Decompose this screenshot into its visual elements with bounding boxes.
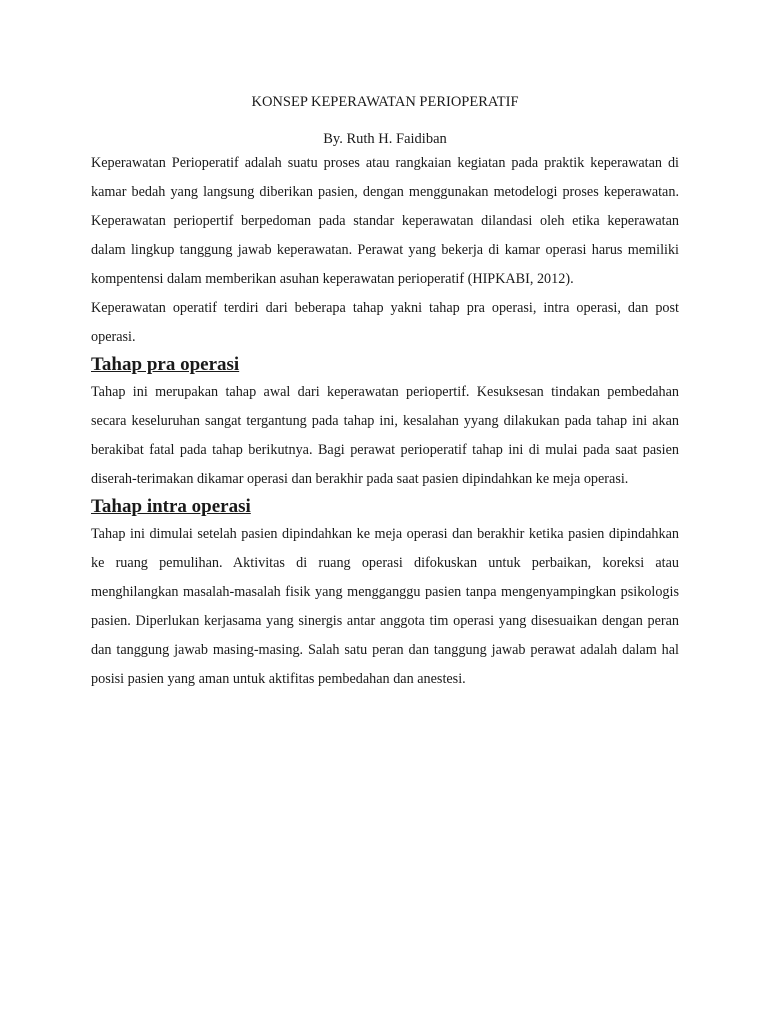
section-heading-intra-operasi: Tahap intra operasi <box>91 496 251 517</box>
intro-paragraph: Keperawatan operatif terdiri dari beberapa tahap yakni tahap pra operasi, intra operasi, dan post operasi. <box>91 300 679 345</box>
intro-paragraph: Keperawatan Perioperatif adalah suatu proses atau rangkaian kegiatan pada praktik keperawatan di kamar bedah yang langsung diberikan pasien, dengan menggunakan metodelogi proses keperawatan. Keperawatan periopertif berpedoman pada standar keperawatan dilandasi oleh etika keperawatan dalam lingkup tanggung jawab keperawatan. Perawat yang bekerja di kamar operasi harus memiliki kompentensi dalam memberikan asuhan keperawatan perioperatif (HIPKABI, 2012). <box>91 155 679 287</box>
section-heading-pra-operasi: Tahap pra operasi <box>91 354 240 375</box>
section-paragraph-intra-operasi: Tahap ini dimulai setelah pasien dipindahkan ke meja operasi dan berakhir ketika pasien dipindahkan ke ruang pemulihan. Aktivitas di ruang operasi difokuskan untuk perbaikan, koreksi atau menghilangkan masalah-masalah fisik yang mengganggu pasien tanpa mengenyampingkan psikologis pasien. Diperlukan kerjasama yang sinergis antar anggota tim operasi yang disesuaikan dengan peran dan tanggung jawab masing-masing. Salah satu peran dan tanggung jawab perawat adalah dalam hal posisi pasien yang aman untuk aktifitas pembedahan dan anestesi. <box>91 526 679 687</box>
document-author: By. Ruth H. Faidiban <box>323 131 447 147</box>
document-page <box>91 92 679 694</box>
section-paragraph-pra-operasi: Tahap ini merupakan tahap awal dari keperawatan periopertif. Kesuksesan tindakan pembedahan secara keseluruhan sangat tergantung pada tahap ini, kesalahan yyang dilakukan pada tahap ini akan berakibat fatal pada tahap berikutnya. Bagi perawat perioperatif tahap ini di mulai pada saat pasien diserah-terimakan dikamar operasi dan berakhir pada saat pasien dipindahkan ke meja operasi. <box>91 384 679 487</box>
document-title: KONSEP KEPERAWATAN PERIOPERATIF <box>251 94 519 110</box>
